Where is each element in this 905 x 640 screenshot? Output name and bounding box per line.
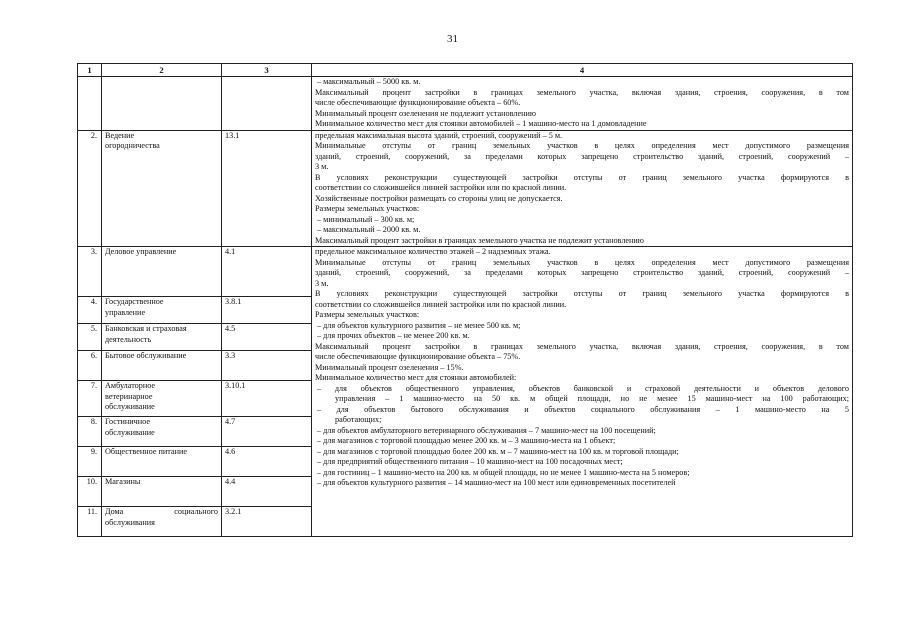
regulation-line: – для объектов бытового обслуживания и объектов социального обслуживания – 1 машино-место на 5 [317,404,849,414]
table-row [78,77,853,131]
use-code-cell: 3.10.1 [222,381,312,417]
row-number-cell: 6. [78,351,102,381]
regulation-line: Минимальный процент озеленения не подлежит установлению [315,108,536,118]
use-name-line: Ведение [105,130,135,140]
row-number-cell: 10. [78,477,102,507]
regulation-line: Минимальные отступы от границ земельных участков в целях определения мест допустимого размещения [315,257,849,267]
use-name-cell [102,381,222,417]
use-name-line: Бытовое обслуживание [105,351,187,360]
use-code-cell: 4.5 [222,324,312,351]
row-number-cell: 2. [78,130,102,247]
regulation-line: – для объектов культурного развития – не менее 500 кв. м; [317,320,521,330]
row-number-cell: 5. [78,324,102,351]
page-number: 31 [447,33,458,45]
regulation-line: зданий, строений, сооружений, за пределами которых запрещено строительство зданий, строений, сооружений – [315,151,849,161]
table-row [78,247,853,297]
header-cell-4: 4 [312,64,853,77]
regulation-line: Минимальное количество мест для стоянки автомобилей: [315,373,517,382]
use-name-line: Дома социального [105,507,218,516]
regulation-line: – для магазинов с торговой площадью более 200 кв. м – 7 машино-мест на 100 кв. м торговой площади; [317,446,679,456]
regulation-line: зданий, строений, сооружений, за пределами которых запрещено строительство зданий, строений, сооружений – [315,268,849,277]
use-name-line: огородничества [105,141,160,150]
table-row [78,130,853,247]
regulation-line: числе обеспечивающие функционирование объекта – 60%. [315,98,521,107]
regulation-line: Максимальный процент застройки в границах земельного участка, включая здания, строения, сооружения, в том [315,87,849,97]
use-code-cell: 3.8.1 [222,297,312,324]
use-name-cell [102,507,222,537]
header-row [78,64,853,77]
use-code-cell: 3.2.1 [222,507,312,537]
regulations-cell [312,130,853,247]
regulation-line: Максимальный процент застройки в границах земельного участка не подлежит установлению [315,235,644,245]
use-code-cell: 4.1 [222,247,312,297]
row-number-cell: 3. [78,247,102,297]
regulations-table [77,63,853,537]
use-name-line: управление [105,307,146,317]
header-cell-2: 2 [102,64,222,77]
regulation-line: – для объектов культурного развития – 14 машино-мест на 100 мест или единовременных посетителей [317,478,676,487]
use-name-cell [102,130,222,247]
row-number-cell: 7. [78,381,102,417]
use-code-cell [222,77,312,131]
regulation-line: соответствии со сложившейся линией застройки или по красной линии. [315,299,567,309]
use-name-line: деятельность [105,334,152,344]
regulation-line: управления – 1 машино-место на 50 кв. м общей площади, но не менее 15 машино-мест на 100 работающих; [335,394,849,403]
header-cell-1: 1 [78,64,102,77]
regulation-line: Хозяйственные постройки размещать со стороны улиц не допускается. [315,193,563,203]
regulation-line: – для предприятий общественного питания – 10 машино-мест на 100 посадочных мест; [317,457,623,466]
regulations-cell [312,77,853,131]
use-code-cell: 13.1 [222,130,312,247]
regulations-cell [312,247,853,537]
regulation-line: В условиях реконструкции существующей застройки отступы от границ земельного участка формируются в [315,289,849,298]
use-name-line: ветеринарное [105,391,153,401]
regulation-line: – для гостиниц – 1 машино-место на 200 кв. м общей площади, но не менее 1 машино-места на 5 номеров; [317,467,690,477]
use-code-cell: 4.7 [222,417,312,447]
use-code-cell: 3.3 [222,351,312,381]
regulation-line: числе обеспечивающие функционирование объекта – 75%. [315,352,521,361]
use-name-line: Магазины [105,477,141,486]
use-name-line: обслуживания [105,517,155,527]
regulation-line: – для объектов амбулаторного ветеринарного обслуживания – 7 машино-мест на 100 посещений; [317,425,656,435]
row-number-cell: 4. [78,297,102,324]
regulation-line: – максимальный – 5000 кв. м. [317,77,421,86]
row-number-cell [78,77,102,131]
use-name-line: Банковская и страховая [105,324,187,333]
use-code-cell: 4.4 [222,477,312,507]
regulation-line: – минимальный – 300 кв. м; [317,214,415,224]
use-code-cell: 4.6 [222,447,312,477]
use-name-line: Общественное питание [105,447,187,456]
regulation-line: Максимальный процент застройки в границах земельного участка, включая здания, строения, сооружения, в том [315,341,849,351]
regulation-line: соответствии со сложившейся линией застройки или по красной линии. [315,183,567,192]
regulation-line: Минимальные отступы от границ земельных участков в целях определения мест допустимого размещения [315,141,849,150]
regulation-line: Размеры земельных участков: [315,310,420,319]
regulation-line: 3 м. [315,162,329,171]
regulation-line: предельная максимальная высота зданий, строений, сооружений – 5 м. [315,130,563,140]
use-name-cell [102,324,222,351]
use-name-line: обслуживание [105,402,155,411]
regulation-line: Минимальный процент озеленения – 15%. [315,362,464,372]
use-name-cell [102,297,222,324]
regulation-line: В условиях реконструкции существующей застройки отступы от границ земельного участка формируются в [315,172,849,182]
regulation-line: – для магазинов с торговой площадью менее 200 кв. м – 3 машино-места на 1 объект; [317,436,616,445]
regulation-line: – максимальный – 2000 кв. м. [317,225,421,234]
use-name-line: Деловое управление [105,247,177,256]
use-name-cell [102,417,222,447]
use-name-line: обслуживание [105,427,155,437]
use-name-cell [102,477,222,507]
use-name-cell [102,447,222,477]
regulation-line: 3 м. [315,278,329,288]
row-number-cell: 9. [78,447,102,477]
use-name-cell [102,77,222,131]
use-name-line: Амбулаторное [105,381,156,390]
use-name-line: Гостиничное [105,417,150,426]
regulation-line: Минимальное количество мест для стоянки автомобилей – 1 машино-место на 1 домовладение [315,119,647,128]
use-name-cell [102,351,222,381]
header-cell-3: 3 [222,64,312,77]
use-name-cell [102,247,222,297]
regulation-line: – для объектов общественного управления, объектов банковской и страховой деятельности и объектов делового [317,383,849,393]
row-number-cell: 8. [78,417,102,447]
regulation-line: работающих; [335,415,382,424]
regulation-line: предельное максимальное количество этажей – 2 надземных этажа. [315,247,551,256]
regulation-line: – для прочих объектов – не менее 200 кв. м. [317,331,470,340]
row-number-cell: 11. [78,507,102,537]
regulation-line: Размеры земельных участков: [315,204,420,213]
use-name-line: Государственное [105,297,164,306]
